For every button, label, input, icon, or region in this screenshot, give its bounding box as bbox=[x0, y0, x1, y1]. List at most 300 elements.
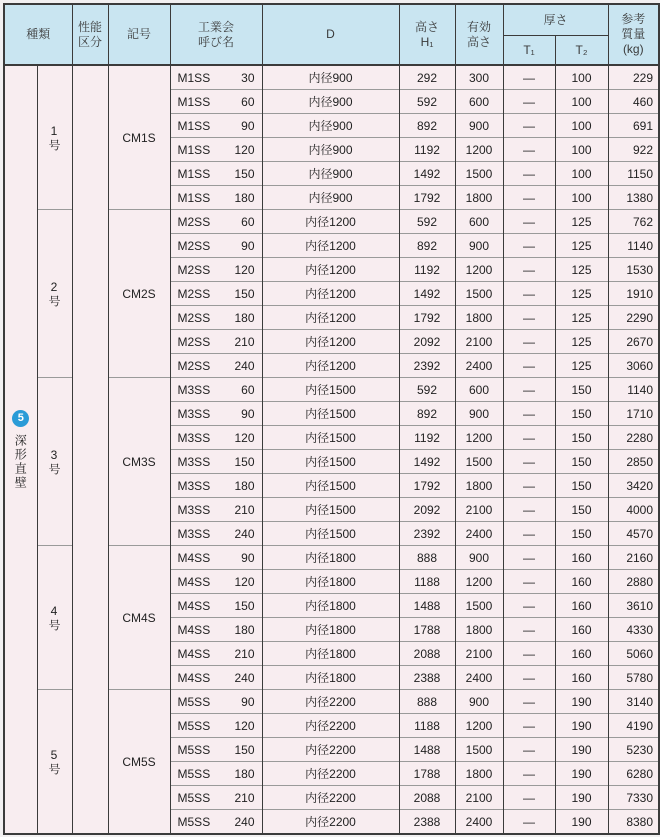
callname-code: M5SS bbox=[177, 718, 211, 733]
size-group-cell: 1号 bbox=[37, 65, 72, 210]
height-h1-cell: 592 bbox=[399, 210, 455, 234]
callname-number: 90 bbox=[241, 694, 255, 709]
t2-thickness-cell: 190 bbox=[555, 810, 608, 835]
callname-number: 210 bbox=[234, 334, 255, 349]
t1-thickness-cell: — bbox=[503, 690, 555, 714]
industry-callname-cell bbox=[170, 402, 262, 426]
t2-thickness-cell: 150 bbox=[555, 498, 608, 522]
callname-code: M2SS bbox=[177, 334, 211, 349]
industry-callname-cell bbox=[170, 330, 262, 354]
effective-height-cell: 2400 bbox=[455, 666, 503, 690]
t1-thickness-cell: — bbox=[503, 234, 555, 258]
d-diameter-cell: 内径1800 bbox=[262, 642, 399, 666]
height-h1-cell: 1788 bbox=[399, 618, 455, 642]
t1-thickness-cell: — bbox=[503, 762, 555, 786]
height-h1-cell: 2388 bbox=[399, 666, 455, 690]
industry-callname-cell bbox=[170, 65, 262, 90]
t1-thickness-cell: — bbox=[503, 138, 555, 162]
effective-height-cell: 2100 bbox=[455, 330, 503, 354]
d-diameter-cell: 内径2200 bbox=[262, 714, 399, 738]
effective-height-cell: 1200 bbox=[455, 138, 503, 162]
category-number-badge: 5 bbox=[12, 410, 29, 427]
height-h1-cell: 892 bbox=[399, 402, 455, 426]
d-diameter-cell: 内径1800 bbox=[262, 618, 399, 642]
callname-number: 210 bbox=[234, 502, 255, 517]
symbol-cell: CM3S bbox=[108, 378, 170, 546]
height-h1-cell: 1492 bbox=[399, 282, 455, 306]
callname-number: 240 bbox=[234, 526, 255, 541]
spec-table bbox=[3, 3, 660, 835]
effective-height-cell: 1200 bbox=[455, 426, 503, 450]
callname-code: M4SS bbox=[177, 550, 211, 565]
callname-number: 90 bbox=[241, 238, 255, 253]
callname-code: M1SS bbox=[177, 118, 211, 133]
callname-code: M4SS bbox=[177, 598, 211, 613]
t2-thickness-cell: 100 bbox=[555, 162, 608, 186]
callname-number: 60 bbox=[241, 94, 255, 109]
height-h1-cell: 1788 bbox=[399, 762, 455, 786]
height-h1-cell: 1188 bbox=[399, 714, 455, 738]
effective-height-cell: 2400 bbox=[455, 522, 503, 546]
height-h1-cell: 592 bbox=[399, 90, 455, 114]
reference-mass-cell: 6280 bbox=[608, 762, 659, 786]
callname-number: 120 bbox=[234, 262, 255, 277]
t1-thickness-cell: — bbox=[503, 426, 555, 450]
t1-thickness-cell: — bbox=[503, 810, 555, 835]
reference-mass-cell: 460 bbox=[608, 90, 659, 114]
effective-height-cell: 600 bbox=[455, 378, 503, 402]
d-diameter-cell: 内径2200 bbox=[262, 810, 399, 835]
symbol-cell: CM5S bbox=[108, 690, 170, 835]
height-h1-cell: 292 bbox=[399, 65, 455, 90]
callname-number: 90 bbox=[241, 550, 255, 565]
t1-thickness-cell: — bbox=[503, 642, 555, 666]
header-industry-name-line1: 工業会 bbox=[198, 19, 235, 34]
height-h1-cell: 2392 bbox=[399, 522, 455, 546]
d-diameter-cell: 内径1200 bbox=[262, 330, 399, 354]
t1-thickness-cell: — bbox=[503, 162, 555, 186]
symbol-cell: CM1S bbox=[108, 65, 170, 210]
industry-callname-cell bbox=[170, 594, 262, 618]
industry-callname-cell bbox=[170, 810, 262, 835]
industry-callname-cell bbox=[170, 426, 262, 450]
t2-thickness-cell: 190 bbox=[555, 714, 608, 738]
effective-height-cell: 1800 bbox=[455, 474, 503, 498]
callname-number: 240 bbox=[234, 814, 255, 829]
callname-number: 240 bbox=[234, 358, 255, 373]
callname-code: M2SS bbox=[177, 238, 211, 253]
d-diameter-cell: 内径2200 bbox=[262, 762, 399, 786]
header-effective-height-line1: 有効 bbox=[467, 19, 492, 34]
header-t2: T₂ bbox=[555, 36, 608, 66]
t2-thickness-cell: 100 bbox=[555, 186, 608, 210]
callname-code: M5SS bbox=[177, 766, 211, 781]
t1-thickness-cell: — bbox=[503, 330, 555, 354]
callname-number: 120 bbox=[234, 574, 255, 589]
callname-code: M4SS bbox=[177, 670, 211, 685]
effective-height-cell: 300 bbox=[455, 65, 503, 90]
industry-callname-cell bbox=[170, 258, 262, 282]
height-h1-cell: 2088 bbox=[399, 642, 455, 666]
callname-number: 120 bbox=[234, 718, 255, 733]
table-row bbox=[4, 65, 659, 90]
callname-number: 210 bbox=[234, 790, 255, 805]
callname-code: M2SS bbox=[177, 214, 211, 229]
height-h1-cell: 2092 bbox=[399, 330, 455, 354]
callname-code: M3SS bbox=[177, 430, 211, 445]
d-diameter-cell: 内径900 bbox=[262, 90, 399, 114]
callname-number: 60 bbox=[241, 214, 255, 229]
t2-thickness-cell: 125 bbox=[555, 330, 608, 354]
reference-mass-cell: 1150 bbox=[608, 162, 659, 186]
effective-height-cell: 900 bbox=[455, 546, 503, 570]
callname-code: M1SS bbox=[177, 190, 211, 205]
industry-callname-cell bbox=[170, 282, 262, 306]
d-diameter-cell: 内径1500 bbox=[262, 426, 399, 450]
t1-thickness-cell: — bbox=[503, 282, 555, 306]
callname-code: M4SS bbox=[177, 622, 211, 637]
callname-code: M2SS bbox=[177, 262, 211, 277]
reference-mass-cell: 691 bbox=[608, 114, 659, 138]
effective-height-cell: 1500 bbox=[455, 162, 503, 186]
height-h1-cell: 892 bbox=[399, 234, 455, 258]
effective-height-cell: 1200 bbox=[455, 258, 503, 282]
header-performance-class-line1: 性能 bbox=[78, 19, 103, 34]
t2-thickness-cell: 100 bbox=[555, 114, 608, 138]
callname-code: M5SS bbox=[177, 814, 211, 829]
t2-thickness-cell: 150 bbox=[555, 378, 608, 402]
size-group-cell: 5号 bbox=[37, 690, 72, 835]
symbol-cell: CM2S bbox=[108, 210, 170, 378]
industry-callname-cell bbox=[170, 378, 262, 402]
d-diameter-cell: 内径1200 bbox=[262, 354, 399, 378]
header-d: D bbox=[262, 4, 399, 65]
t2-thickness-cell: 150 bbox=[555, 426, 608, 450]
industry-callname-cell bbox=[170, 474, 262, 498]
reference-mass-cell: 2280 bbox=[608, 426, 659, 450]
industry-callname-cell bbox=[170, 354, 262, 378]
height-h1-cell: 1492 bbox=[399, 450, 455, 474]
t1-thickness-cell: — bbox=[503, 378, 555, 402]
industry-callname-cell bbox=[170, 690, 262, 714]
d-diameter-cell: 内径1500 bbox=[262, 522, 399, 546]
header-symbol: 記号 bbox=[108, 4, 170, 65]
callname-code: M3SS bbox=[177, 406, 211, 421]
callname-number: 90 bbox=[241, 118, 255, 133]
effective-height-cell: 1800 bbox=[455, 618, 503, 642]
industry-callname-cell bbox=[170, 714, 262, 738]
reference-mass-cell: 5230 bbox=[608, 738, 659, 762]
d-diameter-cell: 内径1500 bbox=[262, 474, 399, 498]
header-height-h1 bbox=[399, 4, 455, 65]
t1-thickness-cell: — bbox=[503, 186, 555, 210]
industry-callname-cell bbox=[170, 786, 262, 810]
callname-number: 180 bbox=[234, 310, 255, 325]
header-performance-class bbox=[72, 4, 108, 65]
t2-thickness-cell: 100 bbox=[555, 65, 608, 90]
t1-thickness-cell: — bbox=[503, 786, 555, 810]
height-h1-cell: 592 bbox=[399, 378, 455, 402]
category-cell bbox=[4, 65, 37, 834]
effective-height-cell: 900 bbox=[455, 690, 503, 714]
header-t1: T₁ bbox=[503, 36, 555, 66]
t2-thickness-cell: 160 bbox=[555, 594, 608, 618]
t2-thickness-cell: 125 bbox=[555, 210, 608, 234]
height-h1-cell: 1492 bbox=[399, 162, 455, 186]
reference-mass-cell: 3610 bbox=[608, 594, 659, 618]
d-diameter-cell: 内径1500 bbox=[262, 450, 399, 474]
d-diameter-cell: 内径1500 bbox=[262, 498, 399, 522]
effective-height-cell: 600 bbox=[455, 90, 503, 114]
t2-thickness-cell: 150 bbox=[555, 522, 608, 546]
height-h1-cell: 2388 bbox=[399, 810, 455, 835]
size-group-cell: 3号 bbox=[37, 378, 72, 546]
table-body bbox=[4, 65, 659, 834]
industry-callname-cell bbox=[170, 114, 262, 138]
t1-thickness-cell: — bbox=[503, 354, 555, 378]
d-diameter-cell: 内径1200 bbox=[262, 258, 399, 282]
industry-callname-cell bbox=[170, 522, 262, 546]
effective-height-cell: 1800 bbox=[455, 306, 503, 330]
height-h1-cell: 1792 bbox=[399, 306, 455, 330]
t1-thickness-cell: — bbox=[503, 594, 555, 618]
reference-mass-cell: 4330 bbox=[608, 618, 659, 642]
header-mass-line3: (kg) bbox=[622, 42, 644, 56]
callname-number: 240 bbox=[234, 670, 255, 685]
reference-mass-cell: 2160 bbox=[608, 546, 659, 570]
d-diameter-cell: 内径1800 bbox=[262, 570, 399, 594]
height-h1-cell: 888 bbox=[399, 690, 455, 714]
reference-mass-cell: 5060 bbox=[608, 642, 659, 666]
d-diameter-cell: 内径1200 bbox=[262, 306, 399, 330]
industry-callname-cell bbox=[170, 234, 262, 258]
reference-mass-cell: 922 bbox=[608, 138, 659, 162]
callname-number: 180 bbox=[234, 478, 255, 493]
height-h1-cell: 1488 bbox=[399, 738, 455, 762]
reference-mass-cell: 1530 bbox=[608, 258, 659, 282]
reference-mass-cell: 1710 bbox=[608, 402, 659, 426]
callname-code: M3SS bbox=[177, 526, 211, 541]
d-diameter-cell: 内径1800 bbox=[262, 546, 399, 570]
d-diameter-cell: 内径2200 bbox=[262, 738, 399, 762]
t1-thickness-cell: — bbox=[503, 210, 555, 234]
t2-thickness-cell: 160 bbox=[555, 570, 608, 594]
size-group-cell: 2号 bbox=[37, 210, 72, 378]
header-effective-height bbox=[455, 4, 503, 65]
callname-number: 150 bbox=[234, 742, 255, 757]
t2-thickness-cell: 190 bbox=[555, 762, 608, 786]
t2-thickness-cell: 125 bbox=[555, 306, 608, 330]
d-diameter-cell: 内径2200 bbox=[262, 786, 399, 810]
callname-number: 90 bbox=[241, 406, 255, 421]
industry-callname-cell bbox=[170, 546, 262, 570]
industry-callname-cell bbox=[170, 666, 262, 690]
header-industry-name bbox=[170, 4, 262, 65]
d-diameter-cell: 内径900 bbox=[262, 138, 399, 162]
callname-code: M2SS bbox=[177, 310, 211, 325]
header-reference-mass bbox=[608, 4, 659, 65]
t2-thickness-cell: 160 bbox=[555, 546, 608, 570]
reference-mass-cell: 8380 bbox=[608, 810, 659, 835]
reference-mass-cell: 1910 bbox=[608, 282, 659, 306]
d-diameter-cell: 内径900 bbox=[262, 65, 399, 90]
height-h1-cell: 1488 bbox=[399, 594, 455, 618]
reference-mass-cell: 2850 bbox=[608, 450, 659, 474]
callname-code: M3SS bbox=[177, 502, 211, 517]
t1-thickness-cell: — bbox=[503, 450, 555, 474]
callname-code: M5SS bbox=[177, 694, 211, 709]
t1-thickness-cell: — bbox=[503, 474, 555, 498]
industry-callname-cell bbox=[170, 138, 262, 162]
t1-thickness-cell: — bbox=[503, 498, 555, 522]
callname-code: M4SS bbox=[177, 646, 211, 661]
callname-code: M5SS bbox=[177, 790, 211, 805]
header-industry-name-line2: 呼び名 bbox=[198, 34, 235, 49]
industry-callname-cell bbox=[170, 618, 262, 642]
d-diameter-cell: 内径2200 bbox=[262, 690, 399, 714]
height-h1-cell: 1192 bbox=[399, 138, 455, 162]
reference-mass-cell: 5780 bbox=[608, 666, 659, 690]
header-mass-line2: 質量 bbox=[621, 27, 646, 41]
height-h1-cell: 888 bbox=[399, 546, 455, 570]
reference-mass-cell: 1140 bbox=[608, 234, 659, 258]
d-diameter-cell: 内径1200 bbox=[262, 234, 399, 258]
callname-number: 150 bbox=[234, 166, 255, 181]
t1-thickness-cell: — bbox=[503, 522, 555, 546]
callname-code: M5SS bbox=[177, 742, 211, 757]
t1-thickness-cell: — bbox=[503, 618, 555, 642]
industry-callname-cell bbox=[170, 306, 262, 330]
height-h1-cell: 2088 bbox=[399, 786, 455, 810]
t2-thickness-cell: 160 bbox=[555, 666, 608, 690]
reference-mass-cell: 3060 bbox=[608, 354, 659, 378]
reference-mass-cell: 2290 bbox=[608, 306, 659, 330]
industry-callname-cell bbox=[170, 450, 262, 474]
callname-number: 30 bbox=[241, 70, 255, 85]
performance-class-cell bbox=[72, 65, 108, 834]
symbol-cell: CM4S bbox=[108, 546, 170, 690]
d-diameter-cell: 内径1200 bbox=[262, 282, 399, 306]
callname-code: M1SS bbox=[177, 166, 211, 181]
t2-thickness-cell: 100 bbox=[555, 138, 608, 162]
effective-height-cell: 2400 bbox=[455, 810, 503, 835]
callname-number: 180 bbox=[234, 190, 255, 205]
t2-thickness-cell: 125 bbox=[555, 234, 608, 258]
reference-mass-cell: 762 bbox=[608, 210, 659, 234]
effective-height-cell: 1500 bbox=[455, 594, 503, 618]
table-header bbox=[4, 4, 659, 65]
t2-thickness-cell: 150 bbox=[555, 474, 608, 498]
effective-height-cell: 600 bbox=[455, 210, 503, 234]
reference-mass-cell: 2670 bbox=[608, 330, 659, 354]
effective-height-cell: 2100 bbox=[455, 498, 503, 522]
t1-thickness-cell: — bbox=[503, 570, 555, 594]
industry-callname-cell bbox=[170, 570, 262, 594]
t1-thickness-cell: — bbox=[503, 546, 555, 570]
effective-height-cell: 1500 bbox=[455, 282, 503, 306]
t1-thickness-cell: — bbox=[503, 306, 555, 330]
reference-mass-cell: 1380 bbox=[608, 186, 659, 210]
industry-callname-cell bbox=[170, 642, 262, 666]
industry-callname-cell bbox=[170, 210, 262, 234]
reference-mass-cell: 1140 bbox=[608, 378, 659, 402]
effective-height-cell: 1500 bbox=[455, 450, 503, 474]
t1-thickness-cell: — bbox=[503, 714, 555, 738]
callname-code: M1SS bbox=[177, 142, 211, 157]
t2-thickness-cell: 150 bbox=[555, 402, 608, 426]
effective-height-cell: 1200 bbox=[455, 570, 503, 594]
category-label: 深形直壁 bbox=[13, 433, 28, 490]
reference-mass-cell: 4570 bbox=[608, 522, 659, 546]
effective-height-cell: 1800 bbox=[455, 186, 503, 210]
industry-callname-cell bbox=[170, 162, 262, 186]
height-h1-cell: 2092 bbox=[399, 498, 455, 522]
callname-number: 150 bbox=[234, 598, 255, 613]
effective-height-cell: 900 bbox=[455, 114, 503, 138]
size-group-cell: 4号 bbox=[37, 546, 72, 690]
d-diameter-cell: 内径1500 bbox=[262, 402, 399, 426]
effective-height-cell: 900 bbox=[455, 402, 503, 426]
industry-callname-cell bbox=[170, 738, 262, 762]
industry-callname-cell bbox=[170, 186, 262, 210]
callname-number: 120 bbox=[234, 430, 255, 445]
effective-height-cell: 1200 bbox=[455, 714, 503, 738]
callname-code: M1SS bbox=[177, 70, 211, 85]
t1-thickness-cell: — bbox=[503, 402, 555, 426]
header-height-line2: H₁ bbox=[420, 34, 434, 49]
t1-thickness-cell: — bbox=[503, 738, 555, 762]
height-h1-cell: 1192 bbox=[399, 258, 455, 282]
height-h1-cell: 2392 bbox=[399, 354, 455, 378]
callname-code: M3SS bbox=[177, 478, 211, 493]
t1-thickness-cell: — bbox=[503, 258, 555, 282]
d-diameter-cell: 内径1800 bbox=[262, 594, 399, 618]
reference-mass-cell: 2880 bbox=[608, 570, 659, 594]
d-diameter-cell: 内径900 bbox=[262, 186, 399, 210]
callname-code: M2SS bbox=[177, 286, 211, 301]
industry-callname-cell bbox=[170, 762, 262, 786]
reference-mass-cell: 4000 bbox=[608, 498, 659, 522]
height-h1-cell: 892 bbox=[399, 114, 455, 138]
callname-number: 60 bbox=[241, 382, 255, 397]
d-diameter-cell: 内径1500 bbox=[262, 378, 399, 402]
height-h1-cell: 1192 bbox=[399, 426, 455, 450]
t2-thickness-cell: 125 bbox=[555, 258, 608, 282]
t2-thickness-cell: 125 bbox=[555, 354, 608, 378]
callname-number: 180 bbox=[234, 766, 255, 781]
reference-mass-cell: 7330 bbox=[608, 786, 659, 810]
callname-code: M4SS bbox=[177, 574, 211, 589]
header-effective-height-line2: 高さ bbox=[467, 34, 492, 49]
header-mass-line1: 参考 bbox=[621, 12, 646, 26]
header-height-line1: 高さ bbox=[415, 19, 440, 34]
reference-mass-cell: 4190 bbox=[608, 714, 659, 738]
callname-code: M3SS bbox=[177, 454, 211, 469]
callname-number: 120 bbox=[234, 142, 255, 157]
effective-height-cell: 1500 bbox=[455, 738, 503, 762]
header-thickness: 厚さ bbox=[503, 4, 608, 36]
callname-number: 210 bbox=[234, 646, 255, 661]
callname-code: M2SS bbox=[177, 358, 211, 373]
header-performance-class-line2: 区分 bbox=[78, 34, 103, 49]
t2-thickness-cell: 190 bbox=[555, 690, 608, 714]
effective-height-cell: 2400 bbox=[455, 354, 503, 378]
t1-thickness-cell: — bbox=[503, 65, 555, 90]
height-h1-cell: 1188 bbox=[399, 570, 455, 594]
t2-thickness-cell: 190 bbox=[555, 738, 608, 762]
reference-mass-cell: 3420 bbox=[608, 474, 659, 498]
callname-code: M3SS bbox=[177, 382, 211, 397]
